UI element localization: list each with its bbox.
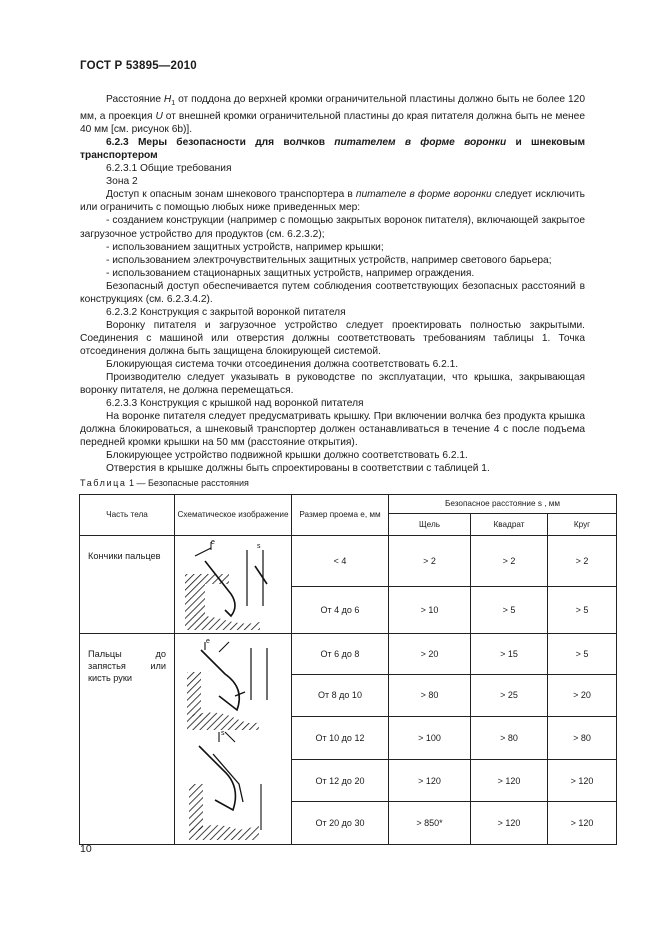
svg-text:s: s	[221, 730, 225, 737]
header-square: Квадрат	[471, 514, 548, 536]
circle-cell: > 80	[548, 717, 617, 760]
square-cell: > 120	[471, 759, 548, 802]
circle-cell: > 5	[548, 634, 617, 675]
subsection-6-2-3-3: 6.2.3.3 Конструкция с крышкой над воронкой питателя	[106, 398, 364, 410]
header-slot: Щель	[389, 514, 471, 536]
subsection-6-2-3-2: 6.2.3.2 Конструкция с закрытой воронкой питателя	[106, 306, 346, 318]
slot-cell: > 850*	[389, 802, 471, 845]
section-heading-6-2-3: 6.2.3 Меры безопасности для волчков питателем в форме воронки и шнековым транспортером	[80, 137, 585, 162]
square-cell: > 2	[471, 536, 548, 587]
size-cell: < 4	[292, 536, 389, 587]
paragraph-lid: На воронке питателя следует предусматривать крышку. При включении волчка без продукта крышка должна блокироваться, а шнековый транспортер должен останавливаться в течение 4 с после подъема передней кромки крышки на 50 мм (расстояние открытия).	[80, 411, 585, 449]
fingertip-sketch	[175, 536, 292, 634]
circle-cell: > 2	[548, 536, 617, 587]
header-size: Размер проема e, мм	[292, 495, 389, 536]
circle-cell: > 20	[548, 674, 617, 717]
header-circle: Круг	[548, 514, 617, 536]
svg-text:e: e	[211, 539, 215, 546]
square-cell: > 5	[471, 587, 548, 634]
paragraph-safe-access: Безопасный доступ обеспечивается путем соблюдения соответствующих безопасных расстояний в конструкциях (см. 6.2.3.4.2).	[80, 280, 585, 305]
table-caption: Таблица 1 — Безопасные расстояния	[80, 478, 249, 488]
slot-cell: > 2	[389, 536, 471, 587]
header-part: Часть тела	[80, 495, 175, 536]
slot-cell: > 80	[389, 674, 471, 717]
list-item: - использованием электрочувствительных защитных устройств, например светового барьера;	[106, 254, 552, 266]
list-item: - использованием защитных устройств, например крышки;	[106, 241, 384, 253]
square-cell: > 120	[471, 802, 548, 845]
subsection-6-2-3-1: 6.2.3.1 Общие требования	[106, 163, 232, 175]
hand-sketch	[175, 634, 292, 845]
header-safe-distance: Безопасное расстояние s , мм	[389, 495, 617, 514]
square-cell: > 80	[471, 717, 548, 760]
size-cell: От 8 до 10	[292, 674, 389, 717]
slot-cell: > 120	[389, 759, 471, 802]
safety-distance-table	[79, 494, 617, 845]
square-cell: > 25	[471, 674, 548, 717]
size-cell: От 10 до 12	[292, 717, 389, 760]
paragraph-holes: Отверстия в крышке должны быть спроектированы в соответствии с таблицей 1.	[106, 463, 490, 475]
size-cell: От 6 до 8	[292, 634, 389, 675]
zone-label: Зона 2	[106, 176, 138, 188]
page-number: 10	[80, 843, 92, 855]
svg-text:s: s	[257, 543, 261, 550]
slot-cell: > 20	[389, 634, 471, 675]
table-row	[80, 536, 617, 587]
slot-cell: > 100	[389, 717, 471, 760]
square-cell: > 15	[471, 634, 548, 675]
circle-cell: > 5	[548, 587, 617, 634]
paragraph-closed-hopper: Воронку питателя и загрузочное устройство следует проектировать полностью закрытыми. Соединения с машиной или отверстия должны соответствовать требованиям таблицы 1. Точка отсоединения должна быть защищена блокирующей системой.	[80, 319, 585, 357]
size-cell: От 20 до 30	[292, 802, 389, 845]
circle-cell: > 120	[548, 759, 617, 802]
list-item: - использованием стационарных защитных устройств, например ограждения.	[106, 267, 475, 279]
body-text	[80, 93, 585, 475]
slot-cell: > 10	[389, 587, 471, 634]
svg-text:e: e	[206, 638, 210, 645]
list-item: - созданием конструкции (например с помощью закрытых воронок питателя), включающей закрытое загрузочное устройство для продуктов (см. 6.2.3.2);	[80, 215, 585, 240]
document-header: ГОСТ Р 53895—2010	[80, 60, 197, 72]
table-row	[80, 634, 617, 675]
paragraph-manufacturer: Производителю следует указывать в руководстве по эксплуатации, что крышка, закрывающая воронку питателя, не должна перемещаться.	[80, 372, 585, 397]
paragraph-lid-blocking: Блокирующее устройство подвижной крышки должно соответствовать 6.2.1.	[106, 450, 468, 462]
paragraph-distance: Расстояние $H_1$ от поддона до верхней кромки ограничительной пластины должно быть не более 120 мм, а проекция U от внешней кромки ограничительной пластины до края питателя должна быть не менее 40 мм [см. рисунок 6b)].	[80, 94, 585, 136]
paragraph-blocking-system: Блокирующая система точки отсоединения должна соответствовать 6.2.1.	[106, 358, 459, 370]
part-cell: Пальцы до запястья или кисть руки	[80, 634, 175, 845]
part-cell: Кончики пальцев	[80, 536, 175, 634]
paragraph-access: Доступ к опасным зонам шнекового транспортера в питателе в форме воронки следует исключить или ограничить с помощью любых ниже приведенных мер:	[80, 189, 585, 214]
header-sketch: Схематическое изображение	[175, 495, 292, 536]
circle-cell: > 120	[548, 802, 617, 845]
size-cell: От 4 до 6	[292, 587, 389, 634]
size-cell: От 12 до 20	[292, 759, 389, 802]
